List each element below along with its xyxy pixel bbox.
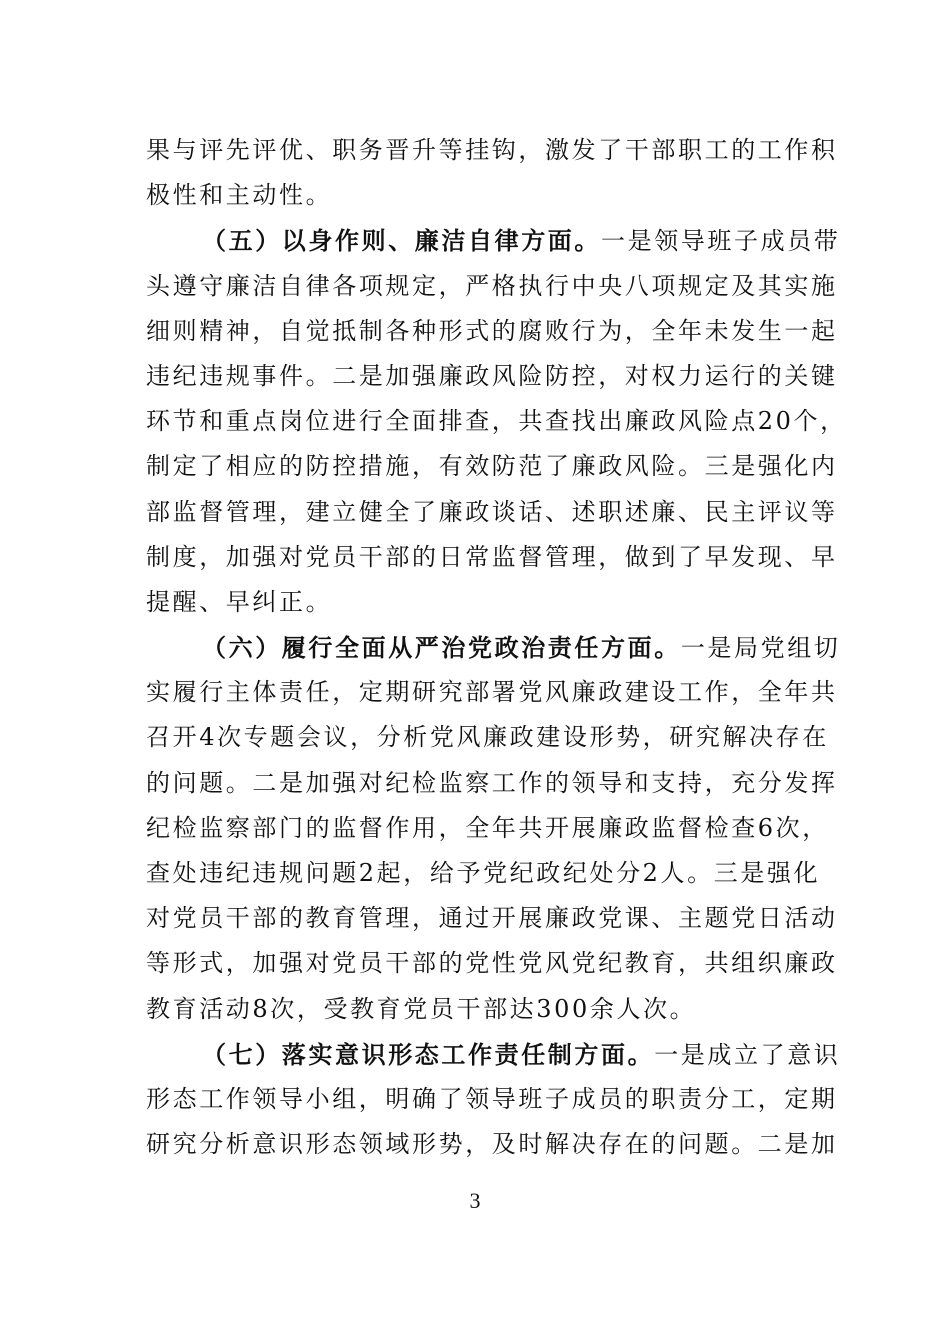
text-line: 制定了相应的防控措施，有效防范了廉政风险。三是强化内 bbox=[146, 452, 838, 481]
text-line: 教育活动8次，受教育党员干部达300余人次。 bbox=[146, 994, 697, 1023]
text-line: 的问题。二是加强对纪检监察工作的领导和支持，充分发挥 bbox=[146, 768, 838, 797]
section-5-first-line-text: 一是领导班子成员带 bbox=[601, 227, 841, 256]
text-line: 对党员干部的教育管理，通过开展廉政党课、主题党日活动 bbox=[146, 904, 838, 933]
text-line: 极性和主动性。 bbox=[146, 181, 333, 210]
text-line: 环节和重点岗位进行全面排查，共查找出廉政风险点20个， bbox=[146, 407, 847, 436]
text-line: 查处违纪违规问题2起，给予党纪政纪处分2人。三是强化 bbox=[146, 859, 821, 887]
section-7-first-line-text: 一是成立了意识 bbox=[654, 1040, 841, 1069]
text-line: 提醒、早纠正。 bbox=[146, 587, 333, 616]
section-5-heading: （五）以身作则、廉洁自律方面。 bbox=[202, 226, 601, 256]
text-line: 细则精神，自觉抵制各种形式的腐败行为，全年未发生一起 bbox=[146, 316, 838, 345]
text-line: 召开4次专题会议，分析党风廉政建设形势，研究解决存在 bbox=[146, 723, 829, 752]
text-line: 实履行主体责任，定期研究部署党风廉政建设工作，全年共 bbox=[146, 678, 838, 707]
section-5-first-line bbox=[146, 218, 841, 263]
text-line: 部监督管理，建立健全了廉政谈话、述职述廉、民主评议等 bbox=[146, 497, 838, 526]
text-line: 头遵守廉洁自律各项规定，严格执行中央八项规定及其实施 bbox=[146, 271, 838, 300]
page-number: 3 bbox=[469, 1188, 481, 1213]
document-body bbox=[146, 128, 847, 1167]
text-line: 等形式，加强对党员干部的党性党风党纪教育，共组织廉政 bbox=[146, 949, 838, 978]
text-line: 制度，加强对党员干部的日常监督管理，做到了早发现、早 bbox=[146, 542, 838, 571]
text-line: 纪检监察部门的监督作用，全年共开展廉政监督检查6次， bbox=[146, 813, 829, 842]
section-6-first-line bbox=[146, 625, 841, 670]
text-line: 形态工作领导小组，明确了领导班子成员的职责分工，定期 bbox=[146, 1084, 838, 1113]
text-line: 研究分析意识形态领域形势，及时解决存在的问题。二是加 bbox=[146, 1130, 838, 1159]
section-6-heading: （六）履行全面从严治党政治责任方面。 bbox=[202, 633, 681, 663]
section-7-first-line bbox=[146, 1032, 841, 1077]
section-7-heading: （七）落实意识形态工作责任制方面。 bbox=[202, 1039, 655, 1069]
text-line: 违纪违规事件。二是加强廉政风险防控，对权力运行的关键 bbox=[146, 361, 838, 390]
section-6-first-line-text: 一是局党组切 bbox=[680, 634, 841, 663]
text-line: 果与评先评优、职务晋升等挂钩，激发了干部职工的工作积 bbox=[146, 136, 838, 164]
